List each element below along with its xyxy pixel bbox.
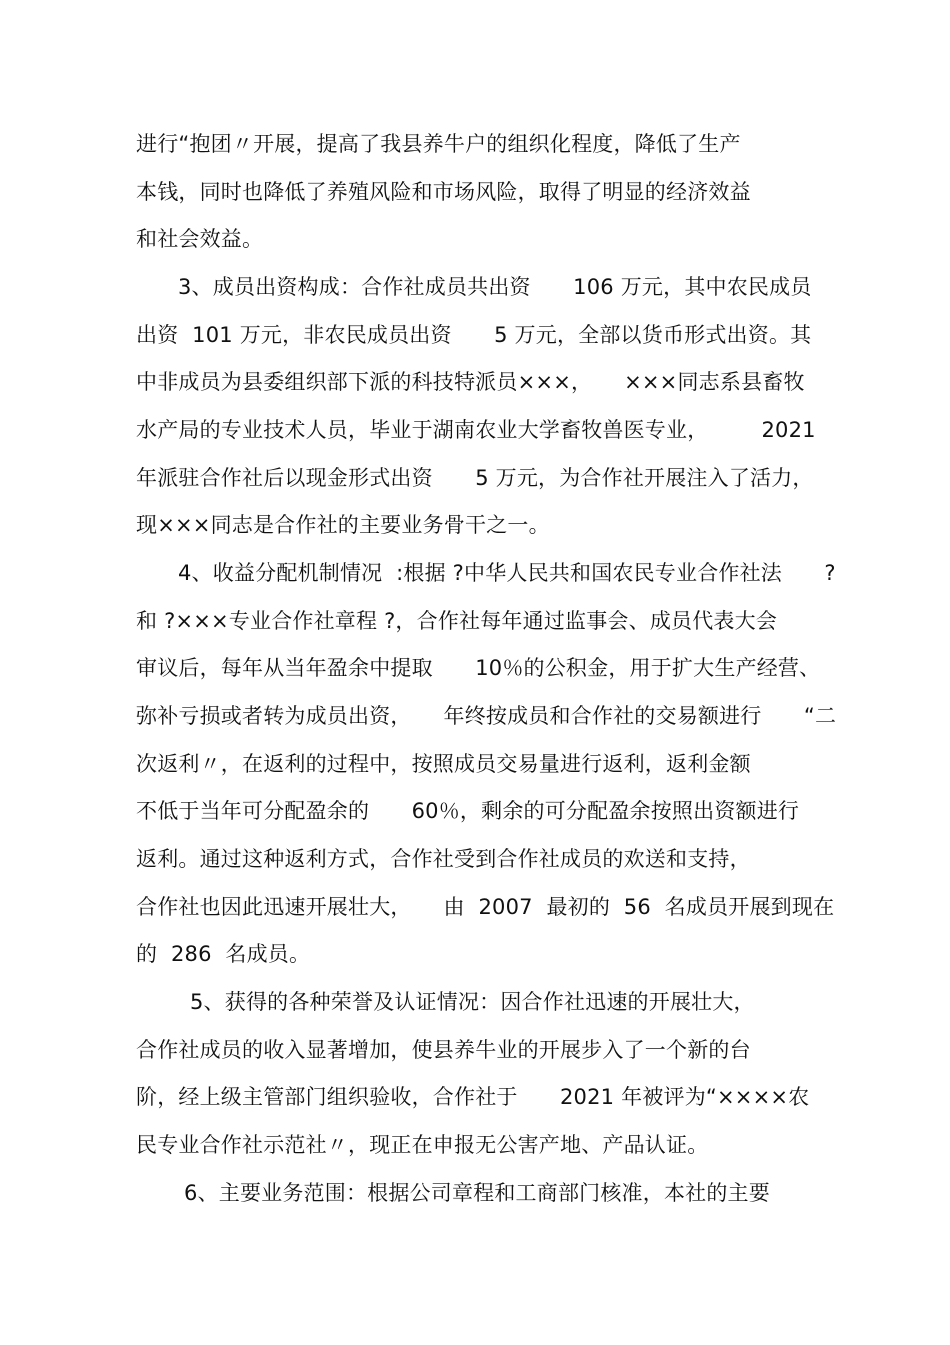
text-line-9: 现×××同志是合作社的主要业务骨干之一。 xyxy=(136,513,550,537)
text-line-4: 3、成员出资构成：合作社成员共出资 106 万元，其中农民成员 xyxy=(178,275,812,299)
text-line-21: 阶，经上级主管部门组织验收，合作社于 2021 年被评为“××××农 xyxy=(136,1085,810,1109)
text-line-23: 6、主要业务范围：根据公司章程和工商部门核准，本社的主要 xyxy=(184,1181,770,1205)
text-line-13: 弥补亏损或者转为成员出资， 年终按成员和合作社的交易额进行 “二 xyxy=(136,704,837,728)
text-line-22: 民专业合作社示范社〃，现正在申报无公害产地、产品认证。 xyxy=(136,1133,709,1157)
text-line-14: 次返利〃，在返利的过程中，按照成员交易量进行返利，返利金额 xyxy=(136,752,751,776)
text-line-19: 5、获得的各种荣誉及认证情况：因合作社迅速的开展壮大， xyxy=(190,990,755,1014)
text-line-12: 审议后，每年从当年盈余中提取 10％的公积金，用于扩大生产经营、 xyxy=(136,656,821,680)
text-line-3: 和社会效益。 xyxy=(136,227,264,251)
text-line-1: 进行“抱团〃开展，提高了我县养牛户的组织化程度，降低了生产 xyxy=(136,132,741,156)
text-line-5: 出资 101 万元，非农民成员出资 5 万元，全部以货币形式出资。其 xyxy=(136,323,812,347)
text-line-15: 不低于当年可分配盈余的 60％，剩余的可分配盈余按照出资额进行 xyxy=(136,799,800,823)
text-line-7: 水产局的专业技术人员，毕业于湖南农业大学畜牧兽医专业， 2021 xyxy=(136,418,816,442)
text-line-18: 的 286 名成员。 xyxy=(136,942,311,966)
text-line-2: 本钱，同时也降低了养殖风险和市场风险，取得了明显的经济效益 xyxy=(136,180,751,204)
text-line-17: 合作社也因此迅速开展壮大， 由 2007 最初的 56 名成员开展到现在 xyxy=(136,895,835,919)
text-line-16: 返利。通过这种返利方式，合作社受到合作社成员的欢送和支持， xyxy=(136,847,751,871)
text-line-11: 和 ?×××专业合作社章程 ?，合作社每年通过监事会、成员代表大会 xyxy=(136,609,778,633)
text-line-20: 合作社成员的收入显著增加，使县养牛业的开展步入了一个新的台 xyxy=(136,1038,751,1062)
text-line-6: 中非成员为县委组织部下派的科技特派员×××， ×××同志系县畜牧 xyxy=(136,370,805,394)
text-line-10: 4、收益分配机制情况 :根据 ?中华人民共和国农民专业合作社法 ? xyxy=(178,561,836,585)
text-line-8: 年派驻合作社后以现金形式出资 5 万元，为合作社开展注入了活力， xyxy=(136,466,814,490)
